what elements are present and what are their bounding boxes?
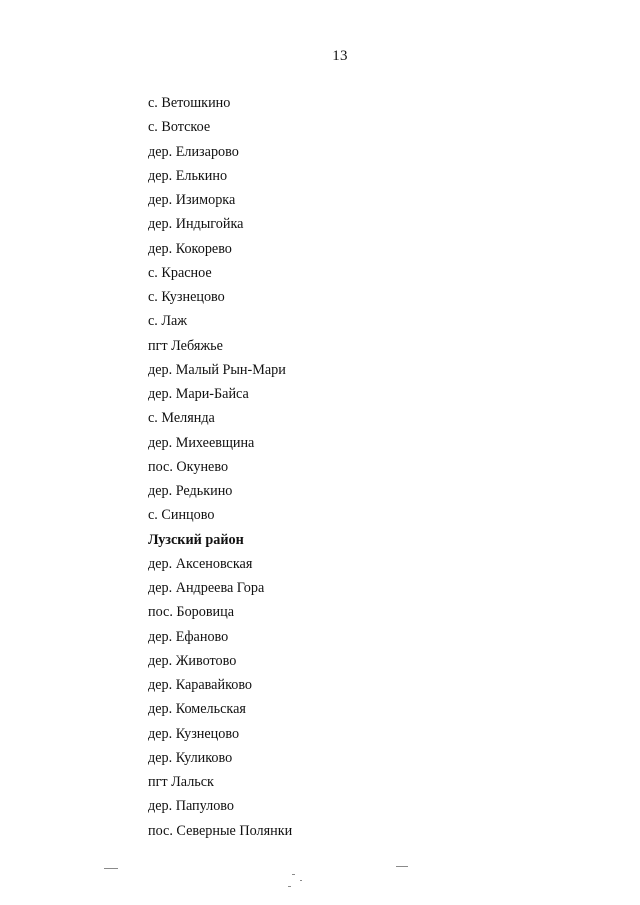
settlement-entry: пгт Лебяжье [148, 337, 223, 354]
settlement-entry: пос. Боровица [148, 604, 235, 621]
scan-speck [288, 886, 291, 887]
settlement-entry: дер. Елькино [148, 167, 228, 184]
settlement-list [148, 91, 292, 843]
settlement-entry: с. Кузнецово [148, 289, 225, 305]
settlement-entry: с. Мелянда [148, 410, 215, 427]
settlement-entry: пос. Северные Полянки [148, 822, 293, 839]
settlement-entry: пгт Лальск [148, 774, 214, 790]
settlement-entry: дер. Елизарово [148, 143, 239, 160]
scan-speck [104, 868, 118, 869]
settlement-entry: дер. Кокорево [148, 240, 232, 257]
settlement-entry: дер. Андреева Гора [148, 580, 265, 596]
settlement-entry: дер. Папулово [148, 798, 234, 815]
settlement-entry: пос. Окунево [148, 458, 229, 475]
scan-speck [396, 866, 408, 867]
settlement-entry: дер. Кузнецово [148, 725, 240, 742]
settlement-entry: дер. Редькино [148, 483, 233, 499]
settlement-entry: дер. Михеевщина [148, 434, 255, 451]
settlement-entry: с. Красное [148, 264, 212, 281]
settlement-entry: дер. Аксеновская [148, 555, 253, 572]
settlement-entry: дер. Малый Рын-Мари [148, 361, 286, 378]
settlement-entry: дер. Мари-Байса [148, 386, 249, 402]
settlement-entry: дер. Куликово [148, 749, 233, 766]
district-heading: Лузский район [148, 531, 244, 548]
settlement-entry: дер. Каравайково [148, 677, 253, 693]
page-number: 13 [332, 48, 348, 64]
scan-speck [292, 874, 295, 875]
settlement-entry: дер. Изиморка [148, 192, 236, 208]
settlement-entry: с. Лаж [148, 313, 188, 330]
settlement-entry: дер. Ефаново [148, 628, 229, 645]
settlement-entry: с. Синцово [148, 507, 215, 524]
settlement-entry: с. Ветошкино [148, 95, 231, 111]
scan-speck [300, 880, 302, 881]
settlement-entry: дер. Индыгойка [148, 216, 244, 233]
settlement-entry: с. Вотское [148, 119, 211, 136]
settlement-entry: дер. Комельская [148, 701, 246, 718]
settlement-entry: дер. Животово [148, 652, 237, 669]
